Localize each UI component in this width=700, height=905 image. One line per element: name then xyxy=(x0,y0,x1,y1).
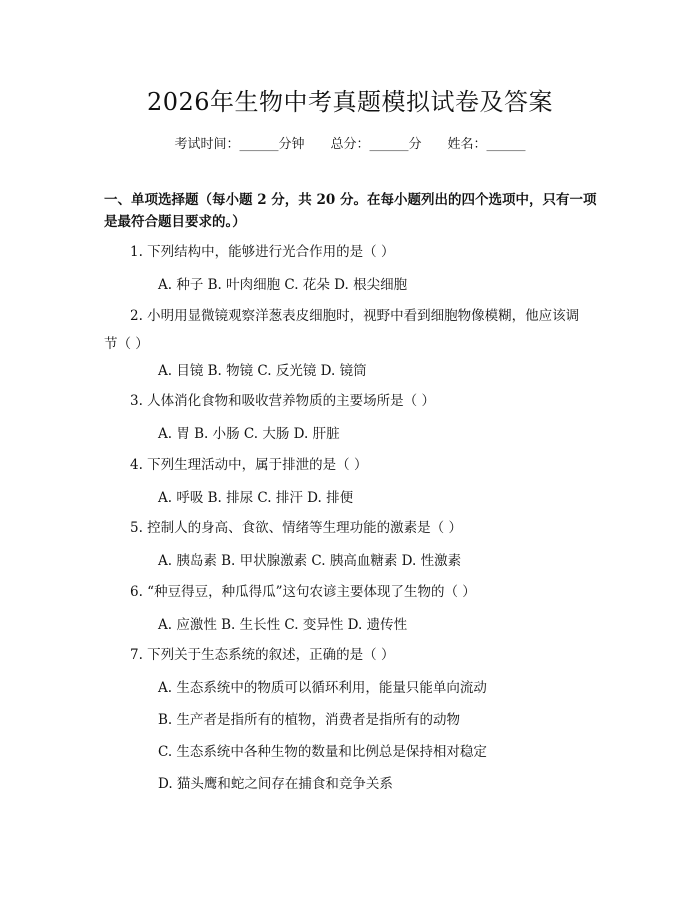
name-label: 姓名：______ xyxy=(447,137,526,152)
question-2-options: A. 目镜 B. 物镜 C. 反光镜 D. 镜筒 xyxy=(158,363,367,379)
question-1-options: A. 种子 B. 叶肉细胞 C. 花朵 D. 根尖细胞 xyxy=(158,277,408,293)
question-6: 6. “种豆得豆，种瓜得瓜”这句农谚主要体现了生物的（ ） xyxy=(130,584,476,600)
section-heading-line1: 一、单项选择题（每小题 2 分，共 20 分。在每小题列出的四个选项中，只有一项 xyxy=(104,192,597,208)
page-title: 2026年生物中考真题模拟试卷及答案 xyxy=(146,88,554,116)
question-7-option-b: B. 生产者是指所有的植物，消费者是指所有的动物 xyxy=(158,712,461,728)
section-heading xyxy=(104,189,604,233)
question-7-option-d: D. 猫头鹰和蛇之间存在捕食和竞争关系 xyxy=(158,776,393,792)
question-6-options: A. 应激性 B. 生长性 C. 变异性 D. 遗传性 xyxy=(158,617,408,633)
total-score-label: 总分：______分 xyxy=(330,137,422,152)
question-2-line2: 节（ ） xyxy=(104,336,149,352)
question-7-option-a: A. 生态系统中的物质可以循环利用，能量只能单向流动 xyxy=(158,680,487,696)
question-4-options: A. 呼吸 B. 排尿 C. 排汗 D. 排便 xyxy=(158,490,354,506)
question-5-options: A. 胰岛素 B. 甲状腺激素 C. 胰高血糖素 D. 性激素 xyxy=(158,553,462,569)
question-2 xyxy=(104,302,600,358)
question-1: 1. 下列结构中，能够进行光合作用的是（ ） xyxy=(130,244,395,260)
exam-time-label: 考试时间：______分钟 xyxy=(174,137,305,152)
question-3-options: A. 胃 B. 小肠 C. 大肠 D. 肝脏 xyxy=(158,426,340,442)
section-heading-line2: 是最符合题目要求的。） xyxy=(104,214,246,230)
question-4: 4. 下列生理活动中，属于排泄的是（ ） xyxy=(130,457,368,473)
question-7: 7. 下列关于生态系统的叙述，正确的是（ ） xyxy=(130,647,395,663)
question-5: 5. 控制人的身高、食欲、情绪等生理功能的激素是（ ） xyxy=(130,520,462,536)
exam-meta xyxy=(0,133,700,152)
question-2-line1: 2. 小明用显微镜观察洋葱表皮细胞时，视野中看到细胞物像模糊，他应该调 xyxy=(130,308,580,324)
question-7-option-c: C. 生态系统中各种生物的数量和比例总是保持相对稳定 xyxy=(158,744,487,760)
question-3: 3. 人体消化食物和吸收营养物质的主要场所是（ ） xyxy=(130,393,435,409)
